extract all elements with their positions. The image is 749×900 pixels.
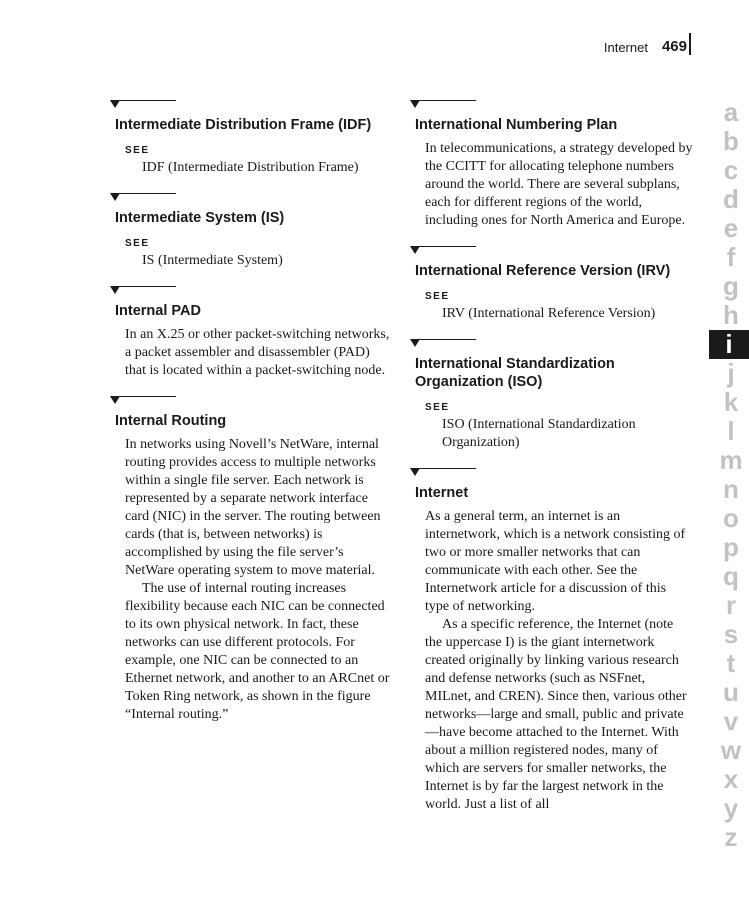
entry-term: International Reference Version (IRV): [415, 263, 671, 279]
page-number: 469: [661, 38, 687, 55]
entry-term: Intermediate Distribution Frame (IDF): [115, 117, 372, 133]
entry-term: Internal Routing: [115, 413, 227, 429]
entry-irv: [410, 246, 695, 323]
entry-marker: [110, 100, 395, 110]
entry-body: [125, 326, 393, 380]
entry-marker: [410, 339, 695, 349]
thumb-letter-a[interactable]: a: [723, 97, 739, 127]
entry-marker: [410, 100, 695, 110]
body-paragraph: The use of internal routing increases flexibility because each NIC can be connected to its own physical network. In fact, these networks can use different protocols. For example, one NIC can be connected to an Ethernet network, and another to an ARCnet or Token Ring network, as shown in the figure “Internal routing.”: [125, 581, 390, 722]
thumb-letter-l[interactable]: l: [727, 416, 735, 446]
thumb-letter-p[interactable]: p: [723, 532, 739, 562]
body-paragraph: As a general term, an internet is an internetwork, which is a network consisting of two or more smaller networks that can communicate with each other. See the Internetwork article for a discussion of this type of networking.: [425, 509, 686, 614]
thumb-letter-s[interactable]: s: [723, 619, 739, 649]
entry-term: Internet: [415, 485, 469, 501]
thumb-letter-k[interactable]: k: [723, 387, 739, 417]
thumb-letter-v[interactable]: v: [723, 706, 739, 736]
body-paragraph: In an X.25 or other packet-switching networks, a packet assembler and disassembler (PAD) that is located within a packet-switching node.: [125, 327, 390, 378]
body-paragraph: In telecommunications, a strategy developed by the CCITT for allocating telephone numbers around the world. There are several subplans, each for different regions of the world, including ones for North America and Europe.: [425, 141, 693, 228]
see-reference[interactable]: ISO (International Standardization Organization): [442, 417, 636, 450]
thumb-letter-n[interactable]: n: [723, 474, 739, 504]
thumb-letter-d[interactable]: d: [723, 184, 739, 214]
right-column: [410, 100, 695, 814]
entry-marker: [110, 396, 395, 406]
see-label: SEE: [125, 238, 150, 249]
thumb-letter-o[interactable]: o: [723, 503, 739, 533]
thumb-letter-m[interactable]: m: [719, 445, 743, 475]
header-rule: [689, 33, 691, 55]
running-head: Internet: [603, 40, 648, 55]
thumb-letter-f[interactable]: f: [726, 242, 736, 272]
entry-body: [425, 508, 693, 814]
thumb-letter-r[interactable]: r: [725, 590, 737, 620]
see-label: SEE: [425, 402, 450, 413]
thumb-letter-j[interactable]: j: [727, 358, 735, 388]
entry-body: [125, 436, 393, 724]
thumb-letter-q[interactable]: q: [723, 561, 739, 591]
thumb-letter-y[interactable]: y: [723, 793, 739, 823]
see-label: SEE: [425, 291, 450, 302]
entry-internet: [410, 468, 695, 814]
entry-international-numbering-plan: [410, 100, 695, 230]
see-label: SEE: [125, 145, 150, 156]
entry-internal-routing: [110, 396, 395, 724]
thumb-letter-g[interactable]: g: [723, 271, 739, 301]
left-column: [110, 100, 395, 724]
thumb-letter-c[interactable]: c: [723, 155, 739, 185]
alphabet-thumb-index: [713, 98, 749, 852]
entry-term: International Standardization Organization (ISO): [415, 356, 615, 390]
entry-marker: [110, 286, 395, 296]
thumb-letter-z[interactable]: z: [724, 822, 738, 852]
thumb-letter-w[interactable]: w: [720, 735, 742, 765]
entry-term: Intermediate System (IS): [115, 210, 285, 226]
thumb-letter-t[interactable]: t: [726, 648, 736, 678]
entry-internal-pad: [110, 286, 395, 380]
thumb-letter-h[interactable]: h: [723, 300, 739, 330]
see-reference[interactable]: IDF (Intermediate Distribution Frame): [142, 160, 359, 175]
thumb-letter-b[interactable]: b: [723, 126, 739, 156]
page-header: [604, 33, 691, 55]
thumb-letter-e[interactable]: e: [723, 213, 739, 243]
thumb-letter-u[interactable]: u: [723, 677, 739, 707]
entry-is: [110, 193, 395, 270]
entry-marker: [110, 193, 395, 203]
see-reference[interactable]: IS (Intermediate System): [142, 253, 283, 268]
entry-iso: [410, 339, 695, 452]
body-paragraph: As a specific reference, the Internet (note the uppercase I) is the giant internetwork created originally by linking various research and defense networks (such as NSFnet, MILnet, and CREN). Since then, various other networks—large and small, public and private—have become attached to the Internet. With about a million registered nodes, many of which are servers for smaller networks, the Internet is by far the largest network in the world. Just a list of all: [425, 617, 687, 812]
entry-idf: [110, 100, 395, 177]
see-reference[interactable]: IRV (International Reference Version): [442, 306, 656, 321]
thumb-letter-i[interactable]: i: [709, 330, 749, 359]
entry-marker: [410, 246, 695, 256]
thumb-letter-x[interactable]: x: [723, 764, 739, 794]
entry-marker: [410, 468, 695, 478]
entry-term: International Numbering Plan: [415, 117, 618, 133]
entry-term: Internal PAD: [115, 303, 201, 319]
body-paragraph: In networks using Novell’s NetWare, internal routing provides access to multiple networks within a single file server. Each network is represented by a separate network interface card (NIC) in the server. The routing between cards (that is, between networks) is accomplished by using the file server’s NetWare operating system to move material.: [125, 437, 381, 578]
entry-body: [425, 140, 693, 230]
